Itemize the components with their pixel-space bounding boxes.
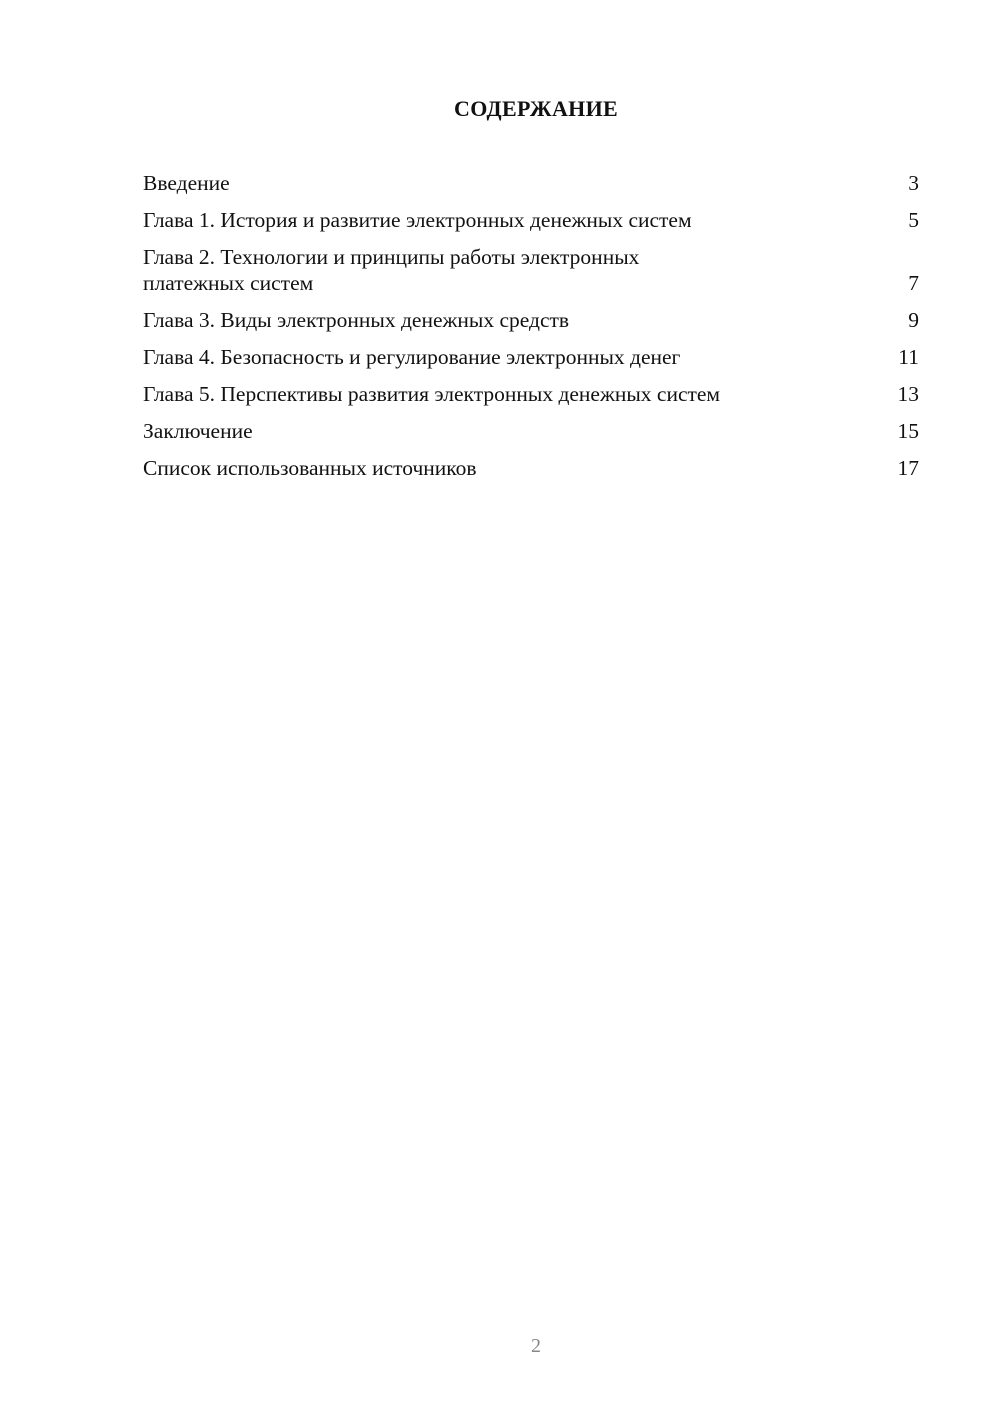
toc-entry-introduction — [143, 170, 919, 196]
page-title: СОДЕРЖАНИЕ — [454, 96, 618, 121]
toc-entry-label: Заключение — [143, 419, 253, 443]
page-number: 2 — [531, 1335, 541, 1357]
toc-entry-label: Глава 2. Технологии и принципы работы электронных платежных систем — [143, 245, 640, 295]
toc-entry-label: Глава 3. Виды электронных денежных средств — [143, 308, 570, 332]
toc-entry-chapter-5 — [143, 381, 919, 407]
toc-entry-page: 11 — [898, 345, 919, 369]
toc-entry-page: 15 — [897, 419, 919, 443]
toc-entry-chapter-2 — [143, 244, 919, 296]
toc-entry-page: 9 — [908, 308, 919, 332]
toc-entry-chapter-3 — [143, 307, 919, 333]
toc-entry-page: 7 — [908, 271, 919, 295]
toc-entry-conclusion — [143, 418, 919, 444]
toc-entry-page: 17 — [897, 456, 919, 480]
table-of-contents — [143, 170, 919, 492]
toc-entry-chapter-1 — [143, 207, 919, 233]
toc-entry-label: Глава 1. История и развитие электронных денежных систем — [143, 208, 692, 232]
toc-entry-page: 5 — [908, 208, 919, 232]
toc-entry-page: 3 — [908, 171, 919, 195]
toc-entry-page: 13 — [897, 382, 919, 406]
toc-entry-label: Введение — [143, 171, 230, 195]
toc-entry-references — [143, 455, 919, 481]
toc-entry-label: Глава 4. Безопасность и регулирование электронных денег — [143, 345, 681, 369]
toc-entry-label: Глава 5. Перспективы развития электронных денежных систем — [143, 382, 721, 406]
toc-entry-label: Список использованных источников — [143, 456, 477, 480]
toc-entry-chapter-4 — [143, 344, 919, 370]
